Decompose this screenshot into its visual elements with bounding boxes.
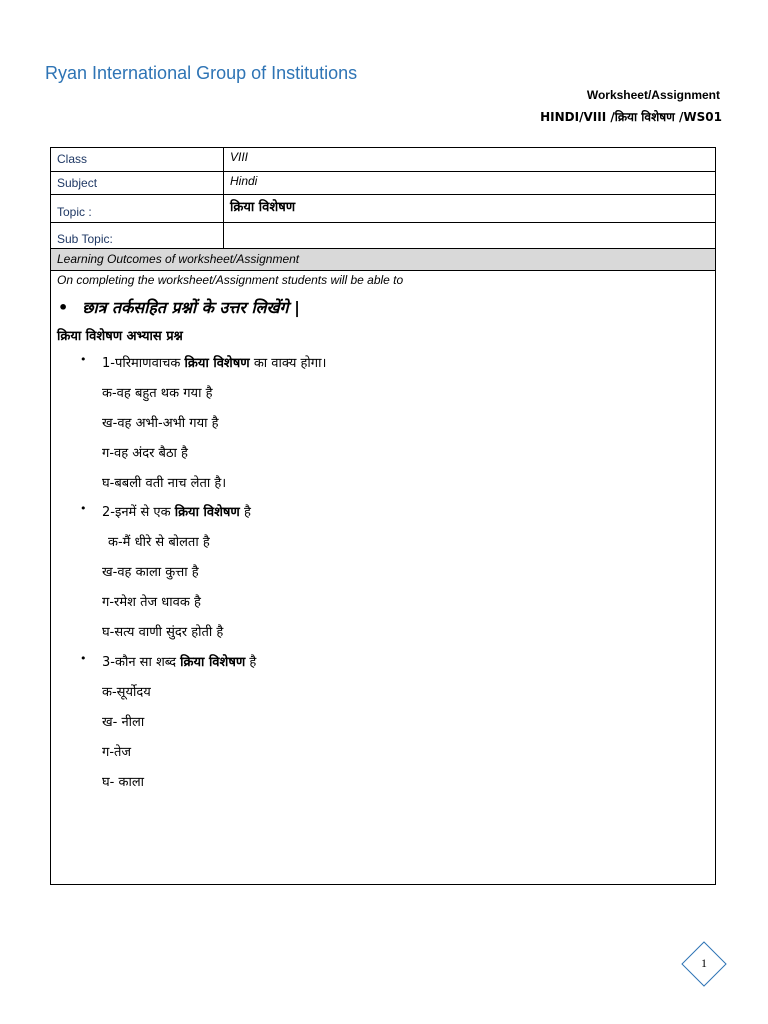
question-text-bold: क्रिया विशेषण <box>180 655 246 670</box>
question-text-post: का वाक्य होगा। <box>249 356 327 371</box>
option: घ-सत्य वाणी सुंदर होती है <box>102 625 224 640</box>
page-number-badge <box>678 940 726 988</box>
subtopic-value <box>224 223 715 248</box>
learning-outcomes-intro: On completing the worksheet/Assignment students will be able to <box>57 273 404 287</box>
subject-row <box>51 172 715 195</box>
class-label: Class <box>51 148 224 171</box>
option: क-सूर्योदय <box>102 685 151 700</box>
option: घ- काला <box>102 775 145 790</box>
bullet-icon: • <box>58 298 69 317</box>
bullet-icon: • <box>80 652 87 665</box>
question-text-bold: क्रिया विशेषण <box>184 356 250 371</box>
option: घ-बबली वती नाच लेता है। <box>102 476 227 491</box>
doc-code: HINDI/VIII /क्रिया विशेषण /WS01 <box>540 110 722 124</box>
topic-value: क्रिया विशेषण <box>230 200 296 215</box>
question-text-pre: 2-इनमें से एक <box>102 505 175 520</box>
learning-outcomes-heading: Learning Outcomes of worksheet/Assignment <box>51 249 715 271</box>
learning-outcome-text: छात्र तर्कसहित प्रश्नों के उत्तर लिखेंगे | <box>82 298 300 317</box>
question-1 <box>80 353 327 371</box>
topic-label: Topic : <box>51 195 224 222</box>
option: ख-वह काला कुत्ता है <box>102 565 199 580</box>
class-row <box>51 148 715 172</box>
question-text-bold: क्रिया विशेषण <box>174 505 240 520</box>
class-value: VIII <box>230 150 249 164</box>
topic-row <box>51 195 715 223</box>
option: क-वह बहुत थक गया है <box>102 386 213 401</box>
option: ख-वह अभी-अभी गया है <box>102 416 219 431</box>
question-text-pre: 1-परिमाणवाचक <box>102 356 185 371</box>
option: ग-रमेश तेज धावक है <box>102 595 201 610</box>
option: ग-तेज <box>102 745 132 760</box>
subtopic-row <box>51 223 715 249</box>
option: क-मैं धीरे से बोलता है <box>108 535 210 550</box>
option: ख- नीला <box>102 715 145 730</box>
doc-type: Worksheet/Assignment <box>586 88 720 102</box>
question-text-pre: 3-कौन सा शब्द <box>102 655 181 670</box>
question-text-post: है <box>239 505 251 520</box>
subject-label: Subject <box>51 172 224 194</box>
question-3 <box>80 652 257 670</box>
bullet-icon: • <box>80 502 87 515</box>
learning-outcome-item <box>58 296 300 318</box>
bullet-icon: • <box>80 353 87 366</box>
exercise-heading: क्रिया विशेषण अभ्यास प्रश्न <box>57 329 183 344</box>
subject-value: Hindi <box>230 174 258 188</box>
question-2 <box>80 502 251 520</box>
page-number: 1 <box>701 956 707 970</box>
org-title: Ryan International Group of Institutions <box>45 63 358 83</box>
subtopic-label: Sub Topic: <box>51 223 224 248</box>
question-text-post: है <box>245 655 257 670</box>
option: ग-वह अंदर बैठा है <box>102 446 188 461</box>
